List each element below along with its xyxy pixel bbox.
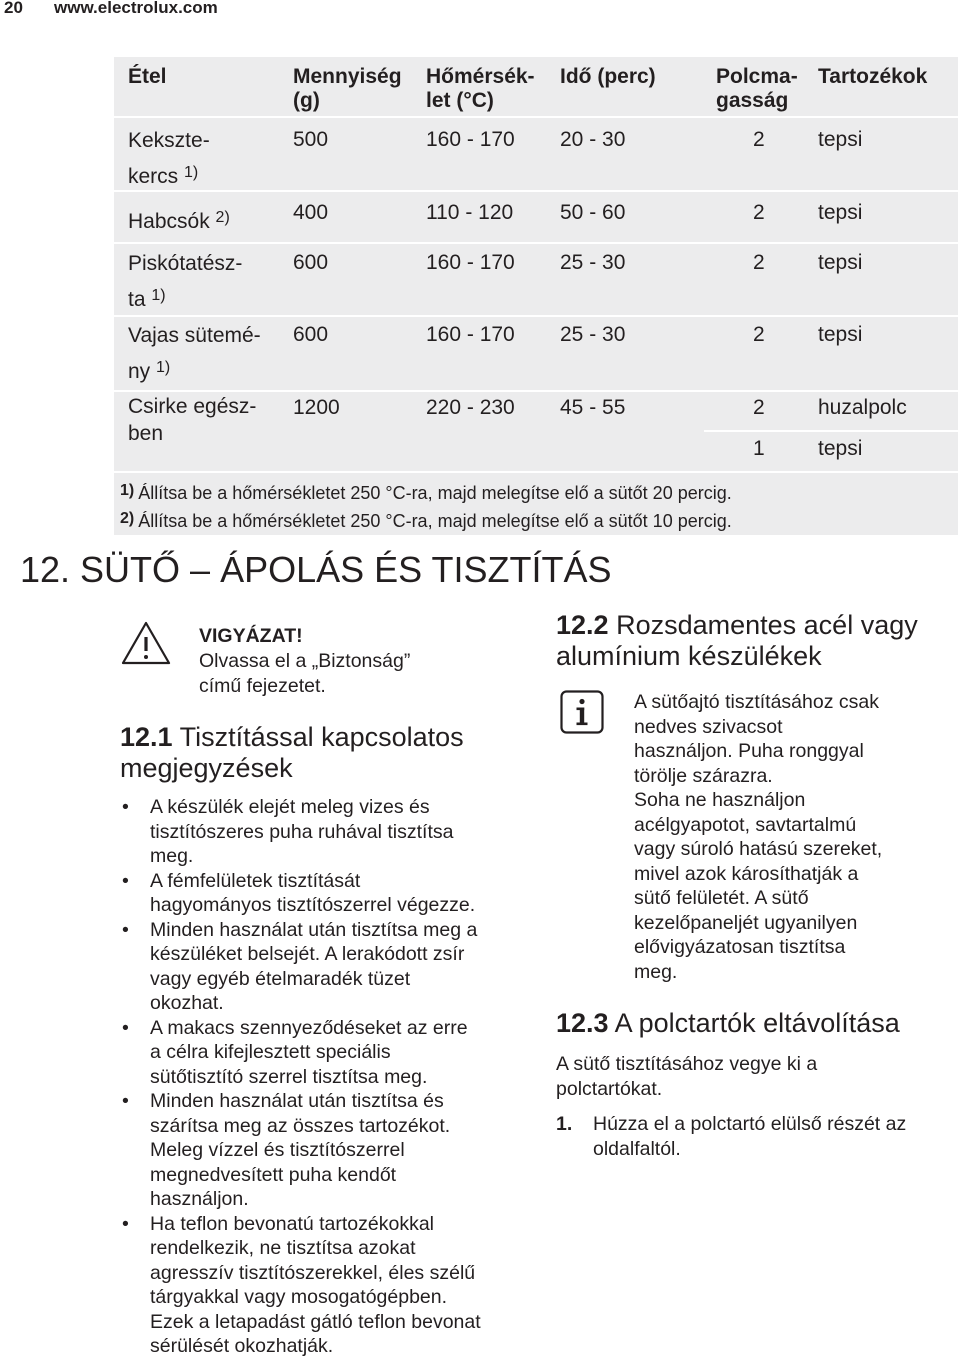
temperature-cell: 220 - 230 [426, 396, 515, 419]
list-item: • A makacs szennyeződéseket az erre a célra kifejlesztett speciális sütőtisztító szerrel tisztítsa meg. [122, 1016, 468, 1088]
food-name: Vajas sütemé- [128, 324, 261, 347]
shelf-level-cell: 2 [753, 323, 765, 346]
subsection-heading-12-3: 12.3 A polctartók eltávolítása [556, 1008, 900, 1038]
list-item: • A készülék elejét meleg vizes és tisztítószeres puha ruhával tisztítsa meg. [122, 796, 454, 867]
stainless-care-text: A sütőajtó tisztításához csak nedves szivacsot használjon. Puha ronggyal törölje szárazra. Soha ne használjon acélgyapotot, savtartalmú vagy súroló hatású szereket, mivel azok károsíthatják a sütő felületét. A sütő kezelőpaneljét ugyanilyen elővigyázatosan tisztítsa meg. [634, 691, 883, 983]
accessory-cell: huzalpolc [818, 396, 907, 419]
shelf-level-cell: 2 [753, 128, 765, 151]
quantity-cell: 1200 [293, 396, 340, 419]
warning-icon [120, 620, 172, 666]
accessory-cell: tepsi [818, 323, 863, 346]
quantity-cell: 600 [293, 251, 329, 274]
info-icon [560, 690, 604, 734]
food-name: Keksztе- [128, 129, 210, 152]
warning-title: VIGYÁZAT! [199, 625, 303, 647]
footnote: 1) Állítsa be a hőmérsékletet 250 °C-ra, majd melegítse elő a sütőt 20 percig. [120, 482, 732, 503]
subsection-heading-12-2: 12.2 Rozsdamentes acél vagy alumínium készülékek [556, 610, 918, 671]
table-divider [114, 471, 958, 473]
quantity-cell: 500 [293, 128, 329, 151]
col-header-accessories: Tartozékok [818, 65, 928, 88]
time-cell: 20 - 30 [560, 128, 626, 151]
col-header-food: Étel [128, 65, 167, 88]
list-item: • Ha teflon bevonatú tartozékokkal rendelkezik, ne tisztítsa azokat agresszív tisztítószerekkel, éles szélű tárgyakkal vagy mosogatógépben. Ezek a letapadást gátló teflon bevonat sérülését okozhatják. [122, 1212, 481, 1357]
accessory-cell: tepsi [818, 128, 863, 151]
food-name: Csirke egész- [128, 395, 257, 418]
footnote-ref: 1) [156, 359, 171, 376]
time-cell: 45 - 55 [560, 396, 626, 419]
shelf-support-intro: A sütő tisztításához vegye ki a polctartókat. [556, 1053, 818, 1100]
list-item: • Minden használat után tisztítsa meg a készüléket belsejét. A lerakódott zsír vagy egyéb ételmaradék tüzet okozhat. [122, 918, 478, 1014]
temperature-cell: 160 - 170 [426, 323, 515, 346]
temperature-cell: 160 - 170 [426, 128, 515, 151]
shelf-level-cell: 2 [753, 251, 765, 274]
temperature-cell: 160 - 170 [426, 251, 515, 274]
time-cell: 25 - 30 [560, 251, 626, 274]
footnote: 2) Állítsa be a hőmérsékletet 250 °C-ra, majd melegítse elő a sütőt 10 percig. [120, 510, 732, 531]
list-item: • Minden használat után tisztítsa és szárítsa meg az összes tartozékot. Meleg vízzel és tisztítószerrel megnedvesített puha kendőt használjon. [122, 1090, 451, 1210]
table-divider [114, 390, 958, 392]
col-header-quantity: Mennyiség (g) [293, 65, 402, 112]
step-number: 1. [556, 1113, 573, 1135]
accessory-cell: tepsi [818, 201, 863, 224]
list-item: • A fémfelületek tisztítását hagyományos tisztítószerrel végezze. [122, 869, 476, 916]
col-header-temperature: Hőmérsék- let (°C) [426, 65, 535, 112]
section-title: 12. SÜTŐ – ÁPOLÁS ÉS TISZTÍTÁS [20, 549, 612, 590]
shelf-level-cell: 1 [753, 437, 765, 460]
quantity-cell: 400 [293, 201, 329, 224]
table-divider [114, 116, 958, 118]
shelf-level-cell: 2 [753, 396, 765, 419]
quantity-cell: 600 [293, 323, 329, 346]
food-name: Habcsók [128, 210, 210, 233]
accessory-cell: tepsi [818, 437, 863, 460]
food-name: Piskótatész- [128, 252, 243, 275]
col-header-time: Idő (perc) [560, 65, 656, 88]
time-cell: 25 - 30 [560, 323, 626, 346]
subsection-heading-12-1: 12.1 Tisztítással kapcsolatos megjegyzések [120, 722, 464, 783]
footnote-ref: 1) [184, 164, 199, 181]
table-divider [704, 430, 958, 432]
accessory-cell: tepsi [818, 251, 863, 274]
step-text: Húzza el a polctartó elülső részét az oldalfaltól. [593, 1113, 907, 1160]
temperature-cell: 110 - 120 [426, 201, 514, 224]
footnote-ref: 1) [151, 287, 166, 304]
time-cell: 50 - 60 [560, 201, 626, 224]
footnote-ref: 2) [215, 209, 230, 226]
table-divider [114, 242, 958, 244]
shelf-level-cell: 2 [753, 201, 765, 224]
website-url: www.electrolux.com [54, 0, 218, 17]
table-divider [114, 190, 958, 192]
warning-text: Olvassa el a „Biztonság” című fejezetet. [199, 650, 411, 697]
cleaning-notes-list [120, 795, 520, 1359]
page-number: 20 [4, 0, 23, 17]
col-header-shelf-level: Polcma- gasság [716, 65, 798, 112]
